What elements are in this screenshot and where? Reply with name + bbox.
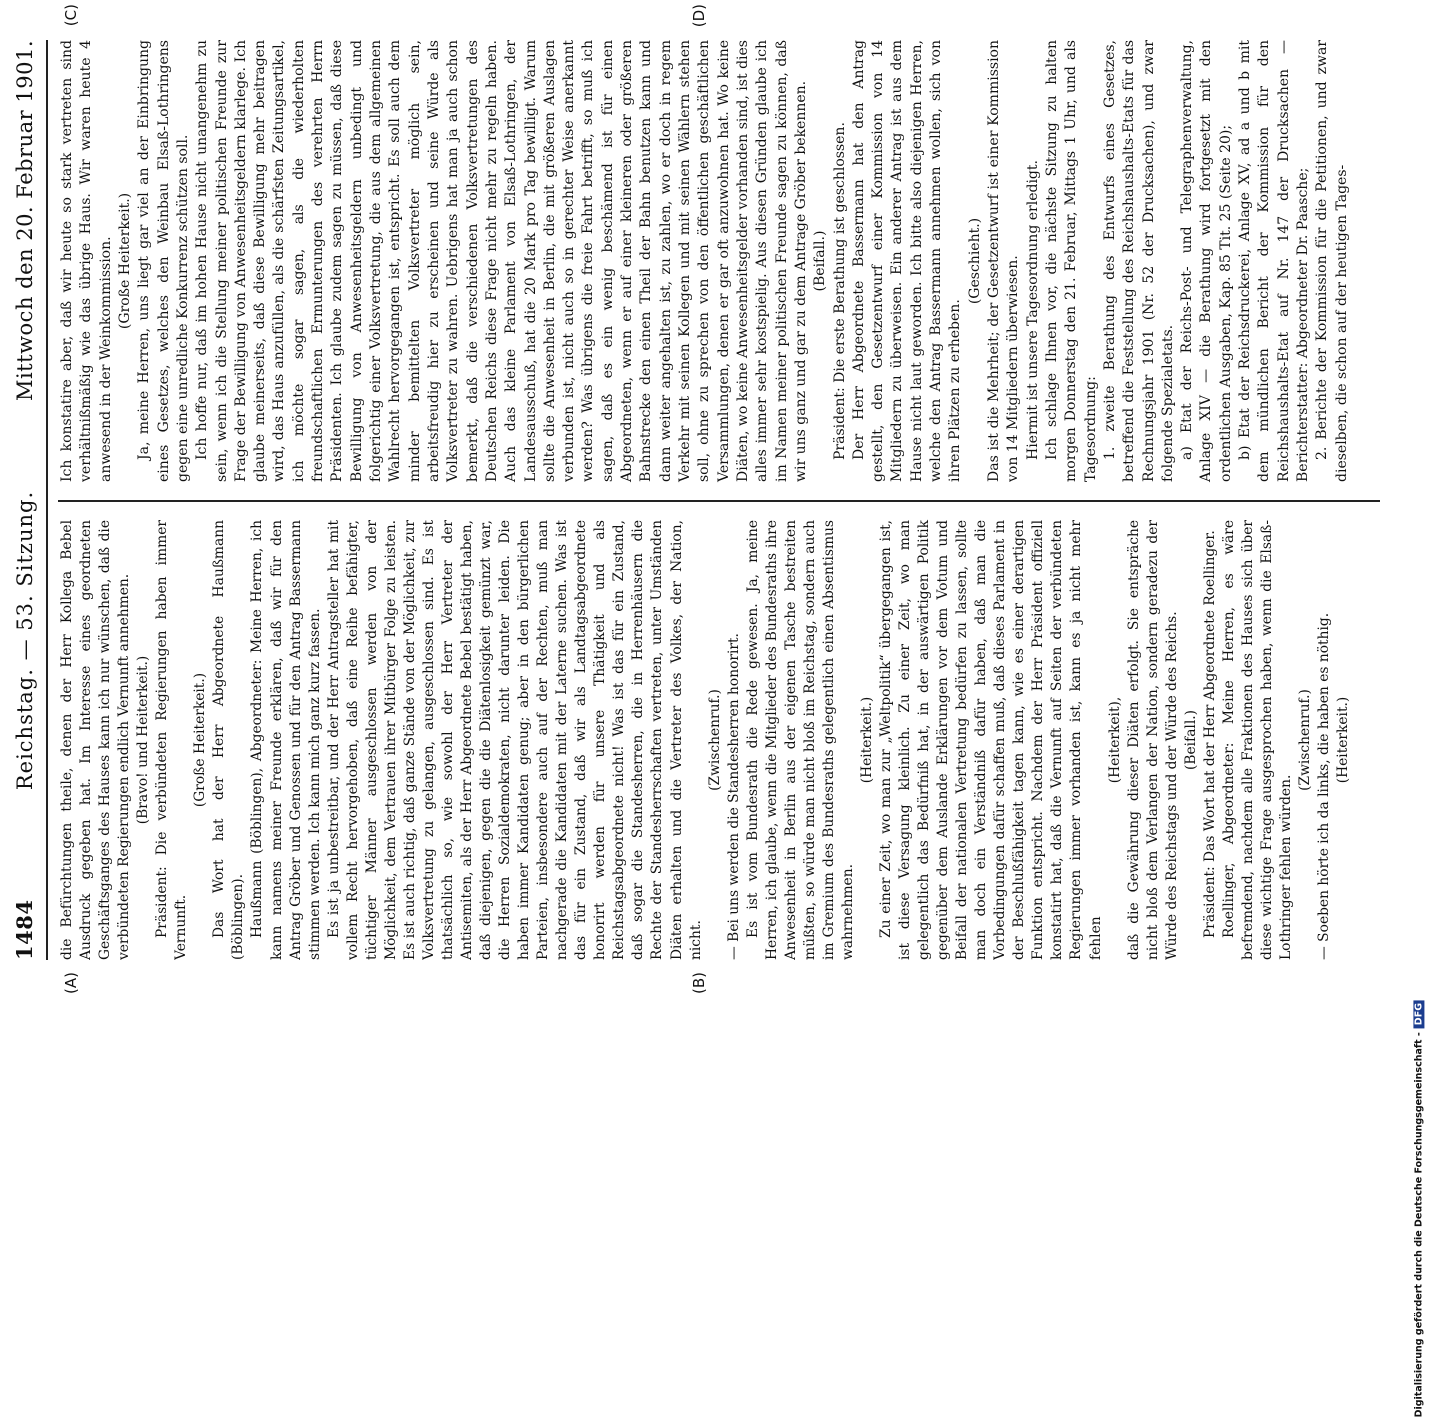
paragraph: Ich schlage Ihnen vor, die nächste Sitzung zu halten morgen Donnerstag den 21. Februar, Mittags 1 Uhr, und als Tagesordnung: bbox=[1043, 40, 1099, 482]
paragraph: Ich konstatire aber, daß wir heute so stark vertreten sind verhältnißmäßig wie das übrige Haus. Wir waren heute 4 anwesend in der Weinkommission. bbox=[59, 40, 114, 482]
page-header bbox=[12, 40, 48, 960]
text-columns bbox=[58, 40, 1380, 960]
agenda-subitem: b) Etat der Reichsdruckerei, Anlage XV, ad a und b mit dem mündlichen Bericht der Kommission für den Reichshaushalts-Etat auf Nr. 147 der Drucksachen — Berichterstatter: Abgeordneter Dr. Paasche; bbox=[1237, 40, 1311, 482]
margin-mark-d: (D) bbox=[690, 4, 708, 28]
interjection: (Zwischenruf.) bbox=[706, 689, 723, 791]
agenda-item: 1. zweite Berathung des Entwurfs eines Gesetzes, betreffend die Feststellung des Reichshaushalts-Etats für das Rechnungsjahr 1901 (Nr. 52 der Drucksachen), und zwar folgende Spezialetats. bbox=[1101, 40, 1176, 482]
interjection: (Geschieht.) bbox=[966, 217, 983, 305]
agenda-item: 2. Berichte der Kommission für die Petitionen, und zwar dieselben, die schon auf der heutigen Tages- bbox=[1314, 40, 1350, 482]
speaker-paragraph: Haußmann (Böblingen), Abgeordneter: Meine Herren, ich kann namens meiner Freunde erklären, daß wir für den Antrag Gröber und Genossen und für den Antrag Bassermann stimmen werden. Ich kann mich ganz kurz fassen. bbox=[249, 520, 323, 960]
speaker-paragraph: Roellinger, Abgeordneter: Meine Herren, es wäre befremdend, nachdem alle Fraktionen des Hauses sich über diese wichtige Frage ausgesprochen haben, wenn die Elsaß-Lothringer fehlen würden. bbox=[1220, 520, 1294, 960]
interjection: (Große Heiterkeit.) bbox=[192, 672, 209, 808]
agenda-subitem: a) Etat der Reichs-Post- und Telegraphenverwaltung, Anlage XIV — die Berathung wird fortgesetzt mit den ordentlichen Ausgaben, Kap. 85 Tit. 25 (Seite 20); bbox=[1179, 40, 1234, 482]
paragraph: die Befürchtungen theile, denen der Herr Kollega Bebel Ausdruck gegeben hat. Im Interesse eines geordneten Geschäftsganges des Hauses kann ich nur wünschen, daß die verbündeten Regierungen endlich Vernunft annehmen. bbox=[59, 520, 133, 960]
margin-mark-a: (A) bbox=[62, 972, 80, 994]
paragraph: Ja, meine Herren, uns liegt gar viel an der Einbringung eines Gesetzes, welches den Weinbau Elsaß-Lothringens gegen eine unredliche Konkurrenz schützen soll. bbox=[136, 40, 191, 482]
interjection: (Heiterkeit), bbox=[1106, 696, 1123, 784]
paragraph: Es ist ja unbestreitbar, und der Herr Antragsteller hat mit vollem Recht hervorgehoben, daß eine Reihe befähigter, tüchtiger Männer ausgeschlossen werden von der Möglichkeit, dem Vertrauen ihrer Mitbürger Folge zu leisten. Es ist auch richtig, daß ganze Stände von der Möglichkeit, zur Volksvertretung zu gelangen, ausgeschlossen sind. Es ist thatsächlich so, wie sowohl der Herr Vertreter der Antisemiten, als der Herr Abgeordnete Bebel bestätigt haben, daß diejenigen, gegen die die Diätenlosigkeit gemünzt war, die Herren Sozialdemokraten, nicht darunter leiden. Die haben immer Kandidaten genug; aber in den bürgerlichen Parteien, insbesondere auch auf der Rechten, muß man nachgerade die Kandidaten mit der Laterne suchen. Was ist das für ein Zustand, daß wir als Landtagsabgeordnete honorirt werden für unsere Thätigkeit und als Reichstagsabgeordnete nicht! Was ist das für ein Zustand, daß sogar die Standesherren, die in Herrenhäusern die Rechte der Standesherrschaften vertreten, unter Umständen Diäten erhalten und die Vertreter des Volkes, der Nation, nicht. bbox=[325, 520, 704, 960]
interjection: (Heiterkeit.) bbox=[1335, 696, 1352, 784]
interjection: (Heiterkeit.) bbox=[858, 696, 875, 784]
paragraph: — Bei uns werden die Standesherren honorirt. bbox=[725, 633, 742, 960]
session-date: Mittwoch den 20. Februar 1901. bbox=[13, 40, 37, 402]
paragraph: — Soeben hörte ich da links, die haben es nöthig. bbox=[1316, 612, 1333, 960]
interjection: (Zwischenruf.) bbox=[1297, 689, 1314, 791]
paragraph: Es ist vom Bundesrath die Rede gewesen. Ja, meine Herren, ich glaube, wenn die Mitglieder des Bundesraths ihre Anwesenheit in Berlin aus der eigenen Tasche bestreiten müßten, so würde man nicht bloß im Reichstag, sondern auch im Gremium des Bundesraths gelegentlich einen Absentismus wahrnehmen. bbox=[744, 520, 856, 960]
margin-mark-b: (B) bbox=[690, 972, 708, 994]
margin-mark-c: (C) bbox=[62, 4, 80, 27]
paragraph: Hiermit ist unsere Tagesordnung erledigt. bbox=[1024, 160, 1041, 460]
left-column bbox=[58, 500, 1380, 960]
paragraph: Das Wort hat der Herr Abgeordnete Haußmann (Böblingen). bbox=[211, 520, 247, 960]
paragraph: daß die Gewährung dieser Diäten erfolgt. Sie entspräche nicht bloß dem Verlangen der Nation, sondern geradezu der Würde des Reichstags und der Würde des Reichs. bbox=[1125, 520, 1180, 960]
paragraph: Zu einer Zeit, wo man zur „Weltpolitik“ übergegangen ist, ist diese Versagung kleinlich. Zu einer Zeit, wo man gelegentlich das Bedürfniß hat, in der auswärtigen Politik gegenüber dem Auslande Erklärungen vor dem Votum und Beifall der nationalen Vertretung bedürfen zu lassen, sollte man doch ein Verständniß dafür haben, daß man die Vorbedingungen dafür schaffen muß, daß dieses Parlament in der Beschlußfähigkeit tagen kann, wie es einer derartigen Funktion entspricht. Nachdem der Herr Präsident offiziell konstatirt hat, daß die Vernunft auf Seiten der verbündeten Regierungen immer vorhanden ist, kann es ja nicht mehr fehlen bbox=[878, 520, 1104, 960]
interjection: (Beifall.) bbox=[1182, 709, 1199, 771]
digitization-note bbox=[1413, 1000, 1424, 1417]
paragraph: Der Herr Abgeordnete Bassermann hat den Antrag gestellt, den Gesetzentwurf einer Kommission von 14 Mitgliedern zu überweisen. Ein anderer Antrag ist aus dem Hause nicht laut geworden. Ich bitte also diejenigen Herren, welche den Antrag Bassermann annehmen wollen, sich von ihren Plätzen zu erheben. bbox=[850, 40, 964, 482]
session-title: Reichstag. — 53. Sitzung. bbox=[13, 490, 37, 791]
interjection: (Beifall.) bbox=[812, 230, 829, 292]
paragraph: Ich hoffe nur, daß im hohen Hause nicht unangenehm zu sein, wenn ich die Stellung meiner politischen Freunde zur Frage der Bewilligung von Anwesenheitsgeldern klarlege. Ich glaube meinerseits, daß diese Bewilligung mehr beitragen wird, das Haus anzufüllen, als die schärfsten Zeitungsartikel, ich möchte sogar sagen, als die wiederholten freundschaftlichen Ermunterungen des verehrten Herrn Präsidenten. Ich glaube zudem sagen zu müssen, daß diese Bewilligung von Anwesenheitsgeldern unbedingt und folgerichtig einer Volksvertretung, die aus dem allgemeinen Wahlrecht hervorgegangen ist, entspricht. Es soll auch dem minder bemittelten Volksvertreter möglich sein, arbeitsfreudig hier zu erscheinen und seine Würde als Volksvertreter zu wahren. Uebrigens hat man ja auch schon bemerkt, daß die verschiedenen Volksvertretungen des Deutschen Reichs diese Frage nicht mehr zu regeln haben. Auch das kleine Parlament von Elsaß-Lothringen, der Landesausschuß, hat die 20 Mark pro Tag bewilligt. Warum sollte die Anwesenheit in Berlin, die mit größeren Auslagen verbunden ist, nicht auch so in gerechter Weise anerkannt werden? Was übrigens die freie Fahrt betrifft, so muß ich sagen, daß es ein wenig beschämend ist für einen Abgeordneten, wenn er auf einer kleineren oder größeren Bahnstrecke den einen Theil der Bahn benutzen kann und dann weiter angehalten ist, zu zahlen, wo er doch in regem Verkehr mit seinen Kollegen und mit seinen Wählern stehen soll, ohne zu sprechen von den öffentlichen geschäftlichen Versammlungen, denen er gar oft anzuwohnen hat. Wo keine Diäten, wo keine Anwesenheitsgelder vorhanden sind, ist dies alles immer sehr kostspielig. Aus diesen Gründen glaube ich im Namen meiner politischen Freunde sagen zu können, daß wir uns ganz und gar zu dem Antrage Gröber bekennen. bbox=[194, 40, 809, 482]
interjection: (Bravo! und Heiterkeit.) bbox=[135, 655, 152, 825]
digitization-text: Digitalisierung gefördert durch die Deutsche Forschungsgemeinschaft - bbox=[1413, 1032, 1424, 1417]
page-number: 1484 bbox=[12, 899, 37, 960]
speaker-paragraph: Präsident: Die erste Berathung ist geschlossen. bbox=[831, 122, 848, 460]
speaker-paragraph: Präsident: Das Wort hat der Herr Abgeordnete Roellinger. bbox=[1201, 530, 1218, 938]
dfg-logo: DFG bbox=[1413, 1000, 1424, 1028]
right-column bbox=[58, 40, 1380, 500]
speaker-paragraph: Präsident: Die verbündeten Regierungen haben immer Vernunft. bbox=[154, 520, 190, 960]
interjection: (Große Heiterkeit.) bbox=[116, 192, 133, 330]
paragraph: Das ist die Mehrheit; der Gesetzentwurf ist einer Kommission von 14 Mitgliedern überwiesen. bbox=[986, 40, 1022, 482]
